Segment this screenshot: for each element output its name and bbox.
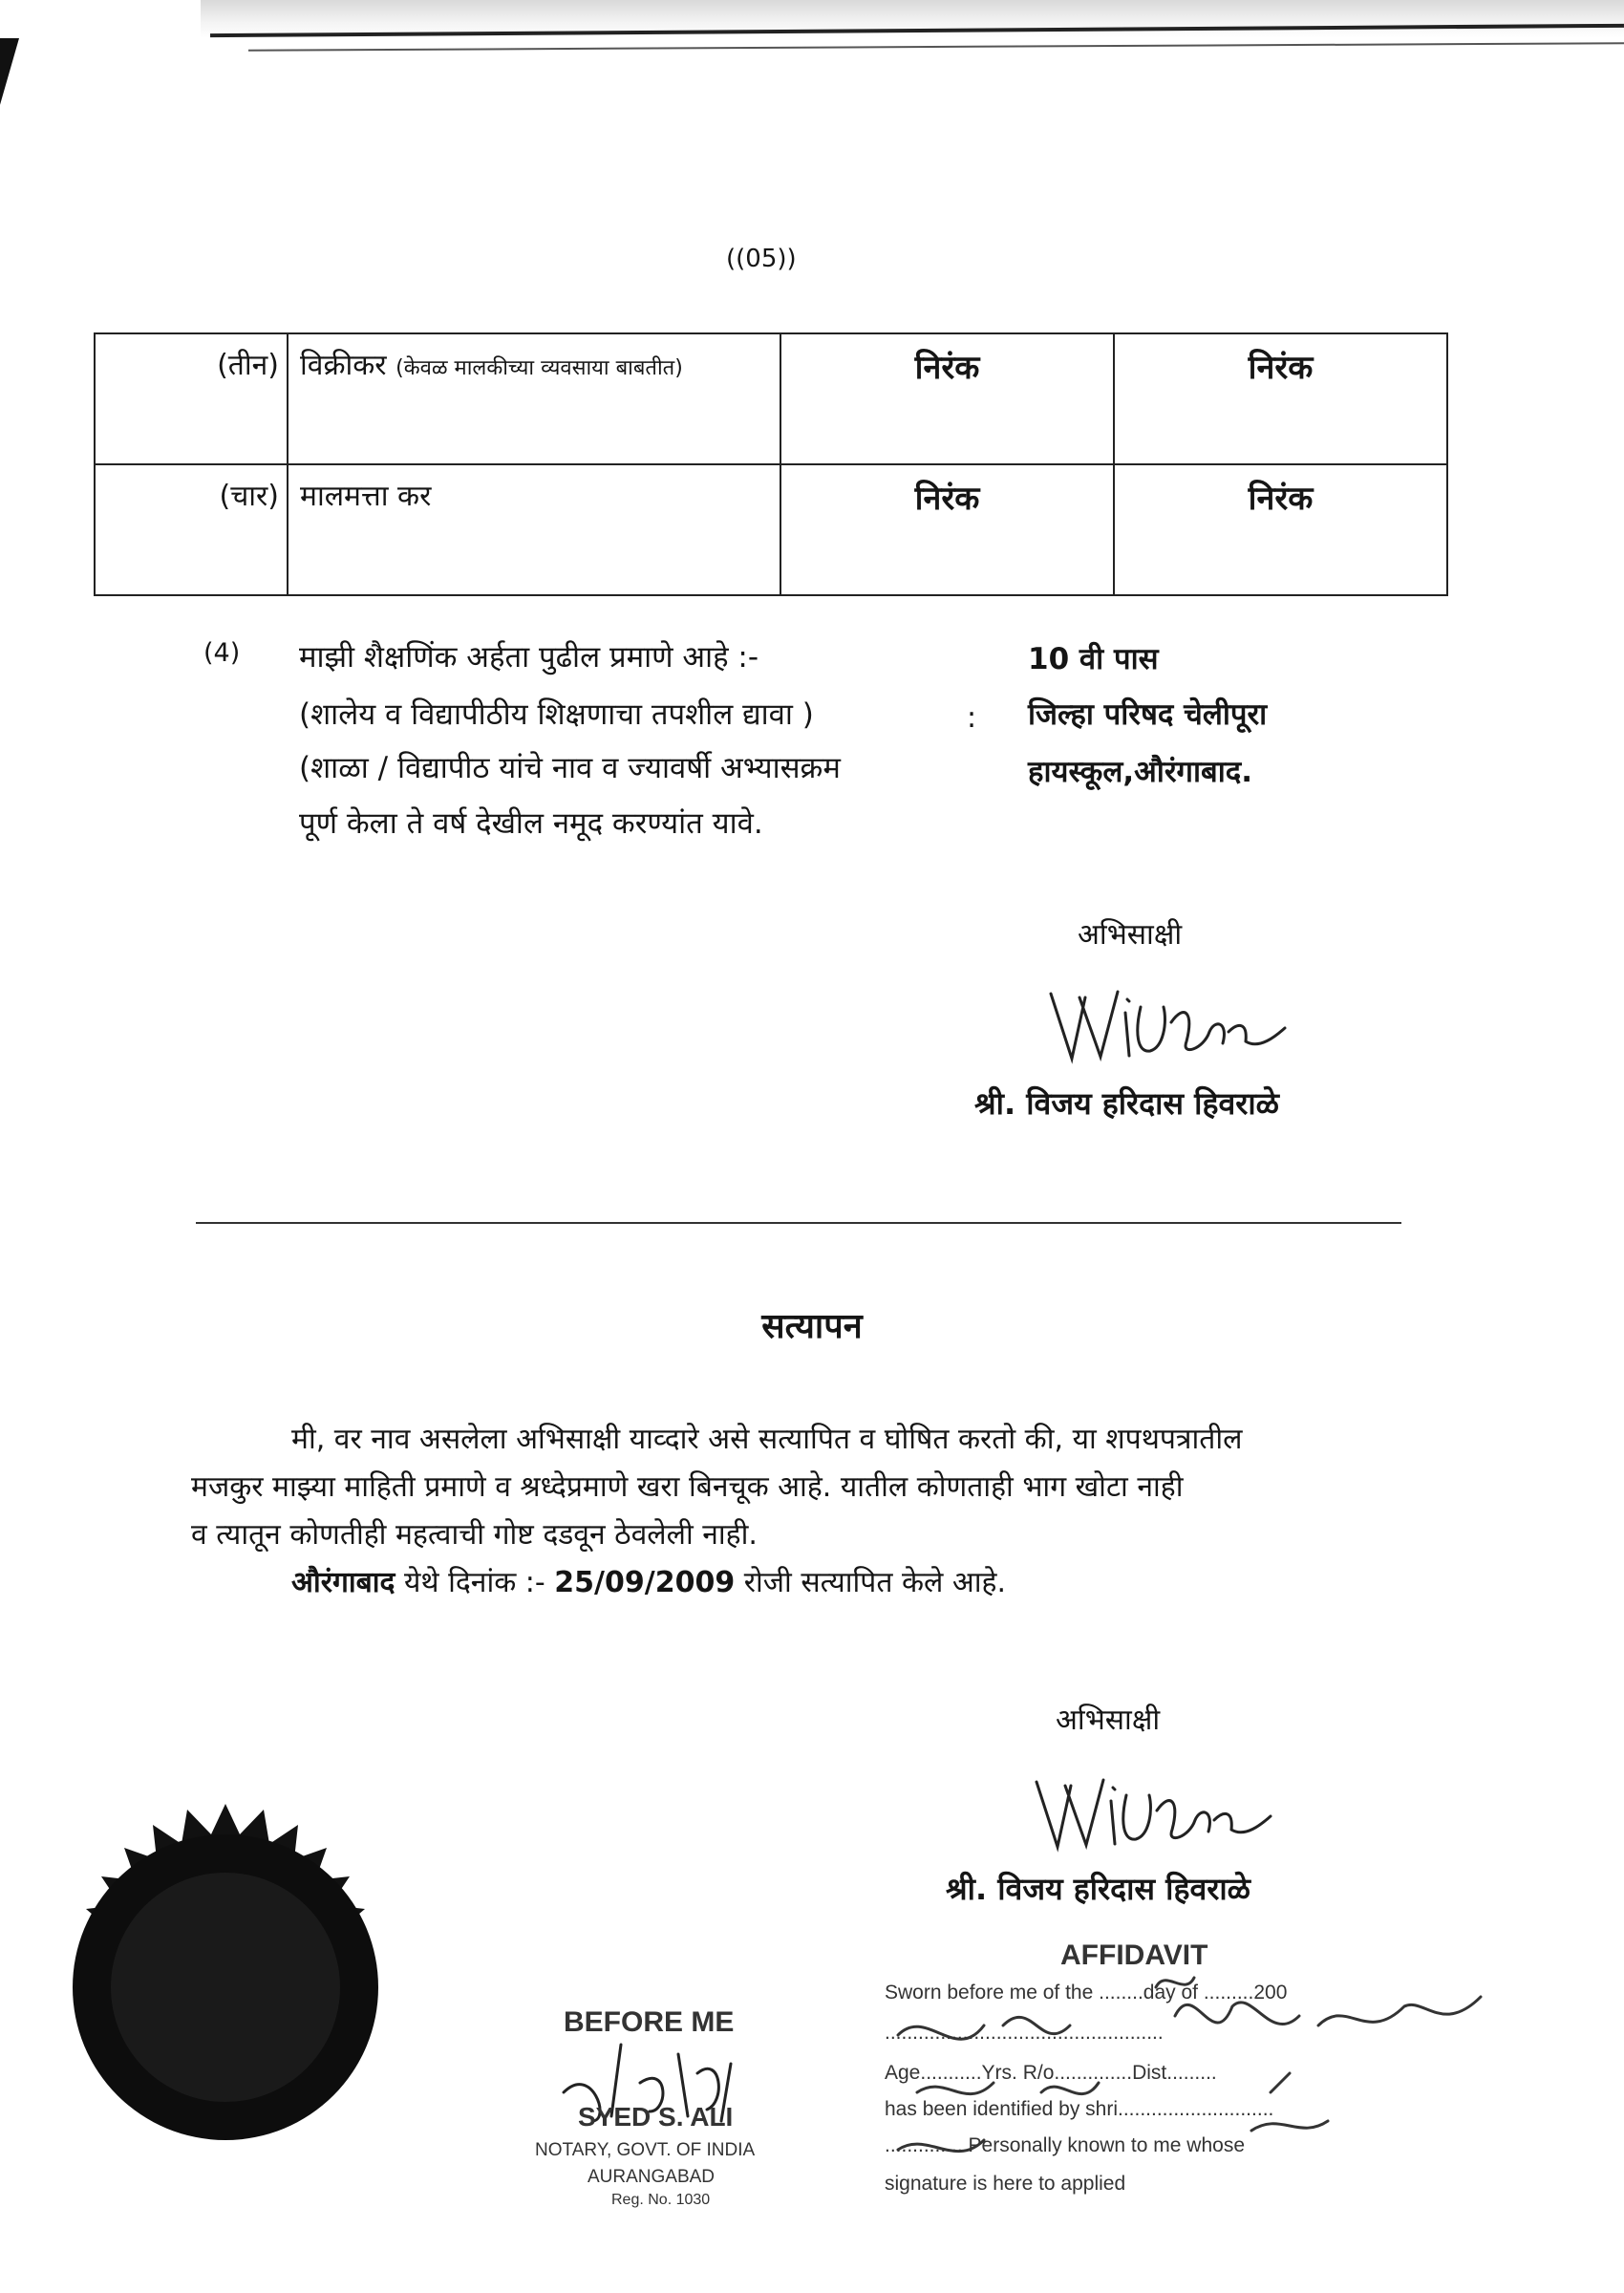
witness-name: श्री. विजय हरिदास हिवराळे	[946, 1871, 1250, 1907]
affidavit-line: Age...........Yrs. R/o..............Dist.........	[885, 2062, 1217, 2084]
section-line: (शालेय व विद्यापीठीय शिक्षणाचा तपशील द्यावा )	[299, 697, 814, 732]
verification-place: औरंगाबाद	[291, 1566, 395, 1599]
verification-line: व त्यातून कोणतीही महत्वाची गोष्ट दडवून ठेवलेली नाही.	[191, 1518, 758, 1552]
verification-line: मी, वर नाव असलेला अभिसाक्षी याव्दारे असे सत्यापित व घोषित करतो की, या शपथपत्रातील	[291, 1423, 1243, 1456]
section-number: (4)	[203, 638, 241, 668]
section-line: पूर्ण केला ते वर्ष देखील नमूद करण्यांत यावे.	[299, 806, 763, 841]
verification-place-suffix: येथे दिनांक :-	[404, 1566, 545, 1599]
qualification-answer: 10 वी पास	[1028, 642, 1159, 676]
verification-paragraph	[191, 1416, 1438, 1607]
scan-edge-line	[248, 42, 1624, 52]
affidavit-handwriting	[869, 1959, 1500, 2188]
row-description	[288, 333, 780, 464]
notary-title: NOTARY, GOVT. OF INDIA	[535, 2140, 756, 2160]
verification-date-line	[191, 1559, 1438, 1607]
affidavit-line: Sworn before me of the ........day of .........200	[885, 1982, 1288, 2004]
notary-seal-icon	[34, 1796, 417, 2178]
verification-line: मजकुर माझ्या माहिती प्रमाणे व श्रध्देप्रमाणे खरा बिनचूक आहे. यातील कोणताही भाग खोटा नाही	[191, 1470, 1184, 1504]
row-number: (तीन)	[95, 333, 288, 464]
qualification-answer: जिल्हा परिषद चेलीपूरा	[1028, 697, 1268, 732]
table-row	[95, 333, 1447, 464]
affidavit-line: signature is here to applied	[885, 2173, 1126, 2195]
qualification-answer: हायस्कूल,औरंगाबाद.	[1028, 755, 1252, 789]
notary-city: AURANGABAD	[588, 2167, 716, 2187]
verification-date: 25/09/2009	[554, 1566, 736, 1599]
page-number: ((05))	[726, 245, 797, 273]
row-number: (चार)	[95, 464, 288, 595]
row-value-2: निरंक	[1114, 333, 1447, 464]
affidavit-title: AFFIDAVIT	[1060, 1939, 1208, 1971]
affidavit-line: has been identified by shri............................	[885, 2098, 1274, 2120]
row-desc-note: (केवळ मालकीच्या व्यवसाया बाबतीत)	[395, 356, 683, 380]
witness-label: अभिसाक्षी	[1078, 918, 1183, 952]
affidavit-stamp	[869, 1939, 1500, 2226]
witness-signature	[1041, 965, 1290, 1070]
section-colon: :	[967, 701, 977, 735]
section-line: माझी शैक्षणिंक अर्हता पुढील प्रमाणे आहे :-	[299, 640, 759, 675]
table-row	[95, 464, 1447, 595]
section-line: (शाळा / विद्यापीठ यांचे नाव व ज्यावर्षी अभ्यासक्रम	[299, 751, 841, 785]
row-description	[288, 464, 780, 595]
row-desc-text: मालमत्ता कर	[300, 480, 432, 513]
witness-name: श्री. विजय हरिदास हिवराळे	[974, 1085, 1279, 1122]
row-value-2: निरंक	[1114, 464, 1447, 595]
notary-reg: Reg. No. 1030	[611, 2192, 711, 2208]
tax-table	[94, 332, 1448, 596]
row-value-1: निरंक	[780, 464, 1114, 595]
affidavit-line: ...............Personally known to me whose	[885, 2134, 1245, 2156]
notary-name: SYED S. ALI	[578, 2102, 734, 2132]
scan-left-shadow	[0, 38, 19, 726]
section-divider	[196, 1222, 1401, 1224]
witness-signature	[1027, 1753, 1275, 1858]
row-value-1: निरंक	[780, 333, 1114, 464]
verification-title: सत्यापन	[761, 1307, 863, 1346]
witness-label: अभिसाक्षी	[1056, 1704, 1161, 1737]
verification-date-suffix: रोजी सत्यापित केले आहे.	[743, 1566, 1006, 1599]
row-desc-text: विक्रीकर	[300, 349, 387, 382]
affidavit-line: ..................................................	[885, 2022, 1164, 2044]
before-me-text: BEFORE ME	[564, 2006, 735, 2038]
